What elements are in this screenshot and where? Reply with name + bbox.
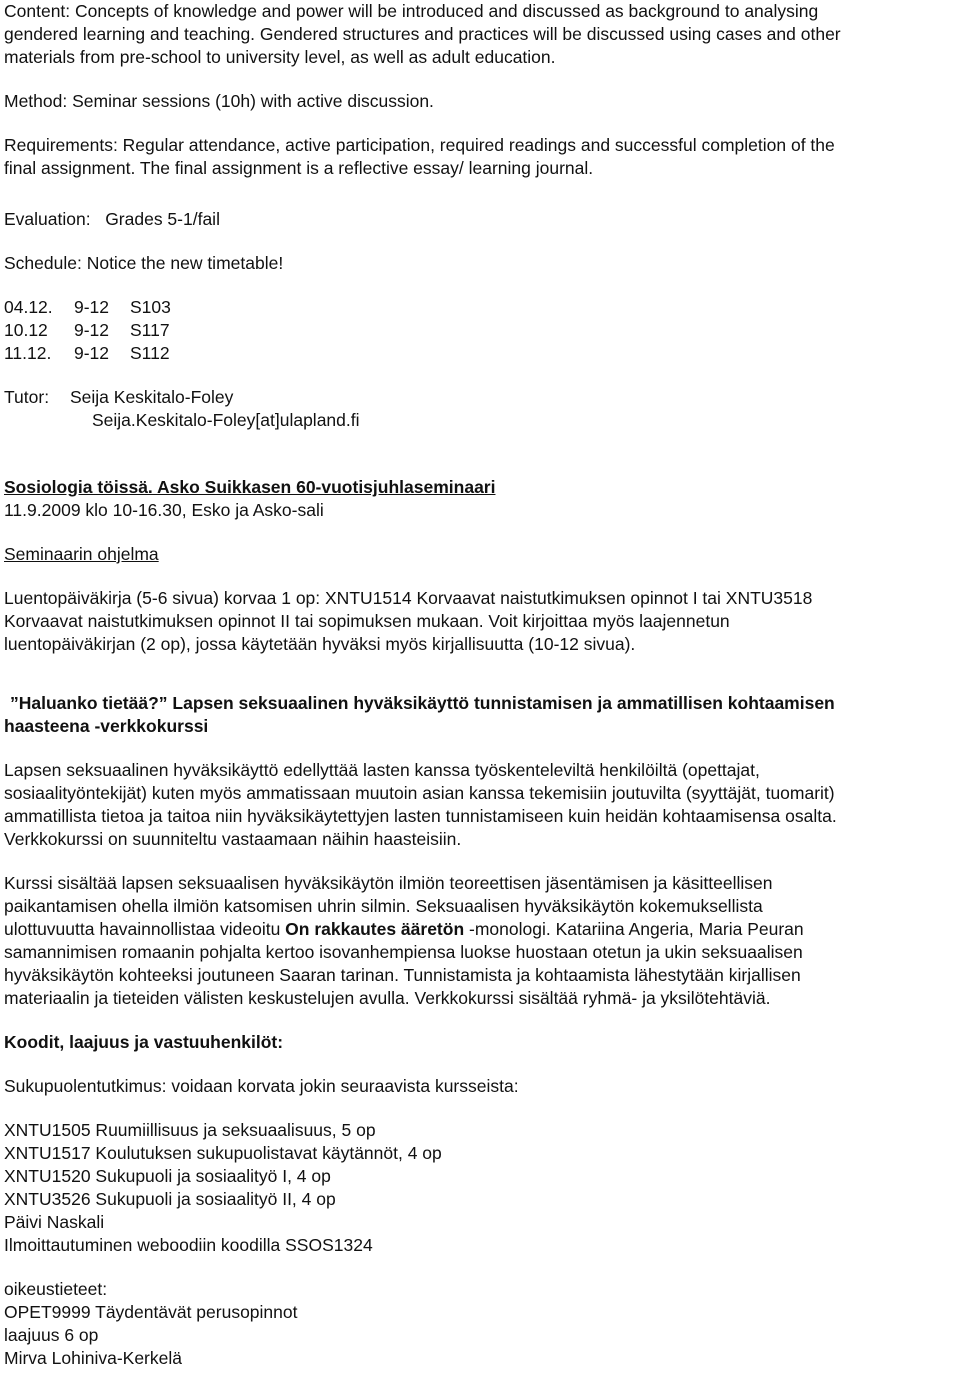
text-line: luentopäiväkirjan (2 op), jossa käytetään hyväksi myös kirjallisuutta (10-12 sivua).	[4, 634, 636, 654]
text-line: materials from pre-school to university level, as well as adult education.	[4, 47, 556, 67]
law-label: oikeustieteet:	[4, 1279, 108, 1299]
text-line: samannimisen romaanin pohjalta kertoo isovanhempiensa luokse huostaan otetun ja ukin seksuaalisen	[4, 942, 803, 962]
seminar-title[interactable]: Sosiologia töissä. Asko Suikkasen 60-vuotisjuhlaseminaari	[4, 477, 496, 497]
list-item: XNTU3526 Sukupuoli ja sosiaalityö II, 4 op	[4, 1189, 336, 1209]
course-content-paragraph	[4, 0, 954, 69]
law-scope: laajuus 6 op	[4, 1325, 99, 1345]
session-date: 04.12.	[4, 297, 53, 317]
session-date: 11.12.	[4, 343, 52, 363]
codes-heading: Koodit, laajuus ja vastuuhenkilöt:	[4, 1032, 284, 1052]
text-line: final assignment. The final assignment is a reflective essay/ learning journal.	[4, 158, 594, 178]
text-line: hyväksikäytön kohteeksi joutuneen Saaran tarinan. Tunnistamista ja kohtaamista lähestytään kirjallisen	[4, 965, 801, 985]
text-line: Verkkokurssi on suunniteltu vastaamaan näihin haasteisiin.	[4, 829, 462, 849]
web-course-paragraph-1	[4, 759, 954, 851]
session-row	[4, 342, 954, 365]
heading-line2: haasteena -verkkokurssi	[4, 716, 209, 736]
text-line: Requirements: Regular attendance, active participation, required readings and successful completion of the	[4, 135, 835, 155]
session-time: 9-12	[74, 320, 110, 340]
requirements-paragraph	[4, 134, 954, 180]
session-time: 9-12	[74, 343, 110, 363]
web-course-paragraph-2	[4, 872, 954, 1010]
heading-rest: Lapsen seksuaalinen hyväksikäyttö tunnistamisen ja ammatillisen kohtaamisen	[167, 693, 835, 713]
law-course: OPET9999 Täydentävät perusopinnot	[4, 1302, 298, 1322]
list-item: XNTU1505 Ruumiillisuus ja seksuaalisuus, 5 op	[4, 1120, 376, 1140]
monologue-title: On rakkautes ääretön	[285, 919, 465, 939]
tutor-line	[4, 386, 954, 409]
session-room: S103	[130, 297, 171, 317]
text-line: Korvaavat naistutkimuksen opinnot II tai sopimuksen mukaan. Voit kirjoittaa myös laajennetun	[4, 611, 730, 631]
session-date: 10.12	[4, 320, 48, 340]
web-course-heading	[4, 692, 954, 738]
tutor-label: Tutor:	[4, 387, 50, 407]
text-line: Kurssi sisältää lapsen seksuaalisen hyväksikäytön ilmiön teoreettisen jäsentämisen ja käsitteellisen	[4, 873, 773, 893]
evaluation-value: Grades 5-1/fail	[105, 209, 220, 229]
list-item: XNTU1520 Sukupuoli ja sosiaalityö I, 4 op	[4, 1166, 331, 1186]
registration-line: Ilmoittautuminen weboodiin koodilla SSOS1324	[4, 1235, 373, 1255]
session-row	[4, 296, 954, 319]
substitute-intro: Sukupuolentutkimus: voidaan korvata jokin seuraavista kursseista:	[4, 1076, 519, 1096]
session-room: S117	[130, 320, 170, 340]
evaluation-label: Evaluation:	[4, 209, 91, 229]
text-line: ammatillista tietoa ja taitoa niin hyväksikäytettyjen lasten tunnistamiseen kuin heidän kohtaamisensa osalta.	[4, 806, 837, 826]
text-line: Lapsen seksuaalinen hyväksikäyttö edellyttää lasten kanssa työskenteleviltä henkilöiltä (opettajat,	[4, 760, 760, 780]
substitute-course-list	[4, 1119, 954, 1211]
evaluation-line	[4, 208, 954, 231]
seminar-datetime: 11.9.2009 klo 10-16.30, Esko ja Asko-sali	[4, 500, 324, 520]
responsible-person: Päivi Naskali	[4, 1212, 105, 1232]
seminar-description	[4, 587, 954, 656]
tutor-name: Seija Keskitalo-Foley	[70, 387, 234, 407]
session-list	[4, 296, 954, 365]
seminar-program-link[interactable]: Seminaarin ohjelma	[4, 544, 159, 564]
text-line: ulottuvuutta havainnollistaa videoitu On rakkautes ääretön -monologi. Katariina Angeria, Maria Peuran	[4, 919, 804, 939]
heading-quote: ”Haluanko tietää?”	[10, 693, 168, 713]
text-line: Luentopäiväkirja (5-6 sivua) korvaa 1 op: XNTU1514 Korvaavat naistutkimuksen opinnot I tai XNTU3518	[4, 588, 813, 608]
list-item: XNTU1517 Koulutuksen sukupuolistavat käytännöt, 4 op	[4, 1143, 442, 1163]
method-line: Method: Seminar sessions (10h) with active discussion.	[4, 91, 434, 111]
text-line: gendered learning and teaching. Gendered structures and practices will be discussed using cases and other	[4, 24, 841, 44]
text-line: paikantamisen ohella ilmiön katsomisen uhrin silmin. Seksuaalisen hyväksikäytön kokemuksellista	[4, 896, 763, 916]
law-person: Mirva Lohiniva-Kerkelä	[4, 1348, 182, 1368]
text-line: Content: Concepts of knowledge and power will be introduced and discussed as background to analysing	[4, 1, 819, 21]
text-line: sosiaalityöntekijät) kuten myös ammatissaan muutoin asian kanssa tekemisiin joutuvilta (syyttäjät, tuomarit)	[4, 783, 835, 803]
session-row	[4, 319, 954, 342]
session-room: S112	[130, 343, 170, 363]
session-time: 9-12	[74, 297, 110, 317]
text-line: materiaalin ja tieteiden välisten keskustelujen avulla. Verkkokurssi sisältää ryhmä- ja yksilötehtäviä.	[4, 988, 771, 1008]
schedule-line: Schedule: Notice the new timetable!	[4, 253, 284, 273]
tutor-email: Seija.Keskitalo-Foley[at]ulapland.fi	[92, 410, 360, 430]
